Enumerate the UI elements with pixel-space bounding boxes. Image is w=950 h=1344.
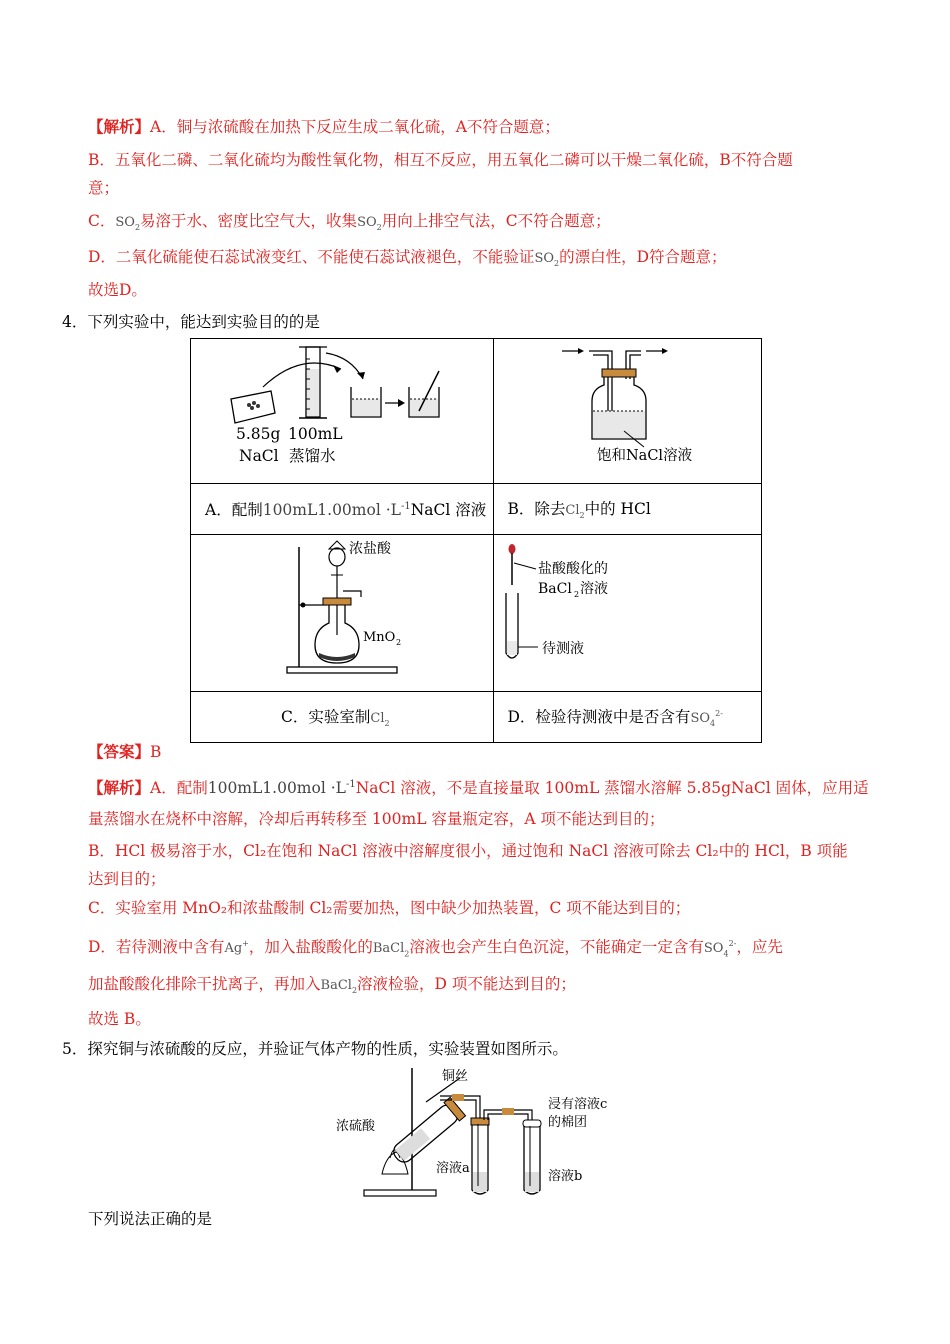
q3-analysis-b: B．五氧化二磷、二氧化硫均为酸性氧化物，相互不反应，用五氧化二磷可以干燥二氧化硫，B不符合题 [88, 151, 793, 169]
q5-fig-sol-a: 溶液a [436, 1161, 470, 1176]
q5-fig-acid: 浓硫酸 [336, 1119, 376, 1134]
option-d-figure [493, 535, 762, 692]
q4-analysis-a: 【解析】A．配制$100mL1.00mol \cdot L^{-1}NaCl$ 溶液，不是直接量取 100mL 蒸馏水溶解 5.85gNaCl 固体，应用适 [88, 778, 869, 798]
q4-stem: 4．下列实验中，能达到实验目的的是 [62, 313, 320, 331]
option-a-figure [191, 339, 494, 484]
q4-conclusion: 故选 B。 [88, 1010, 151, 1028]
option-c-figure [191, 535, 494, 692]
q3-analysis-a: 【解析】A．铜与浓硫酸在加热下反应生成二氧化硫，A不符合题意； [88, 117, 560, 136]
fig-a-label-volume: 100mL [288, 425, 343, 443]
q4-analysis-a-cont: 量蒸馏水在烧杯中溶解，冷却后再转移至 100mL 容量瓶定容，A 项不能达到目的； [88, 810, 665, 828]
q4-analysis-d-cont: 加盐酸酸化排除干扰离子，再加入BaCl$_2$溶液检验，D 项不能达到目的； [88, 975, 576, 996]
q5-fig-copper: 铜丝 [442, 1069, 469, 1084]
q5-fig-cotton: 浸有溶液c [548, 1097, 608, 1112]
q4-analysis-d: D．若待测液中含有Ag+，加入盐酸酸化的BaCl$_2$溶液也会产生白色沉淀，不能确定一定含有$SO_4^{2-}$，应先 [88, 938, 783, 959]
svg-text:2: 2 [396, 638, 402, 647]
gas-washing-bottle-figure [494, 339, 760, 479]
q4-analysis-c: C．实验室用 MnO₂和浓盐酸制 Cl₂需要加热，图中缺少加热装置，C 项不能达到目的； [88, 899, 691, 917]
q5-fig-sol-b: 溶液b [548, 1169, 583, 1184]
option-d-caption: D．检验待测液中是否含有$SO_4^{2-}$ [493, 692, 762, 743]
q4-analysis-b: B．HCl 极易溶于水，Cl₂在饱和 NaCl 溶液中溶解度很小，通过饱和 NaCl 溶液可除去 Cl₂中的 HCl，B 项能 [88, 842, 848, 860]
fig-d-label-sample: 待测液 [541, 641, 584, 657]
test-tube-figure [494, 535, 760, 687]
fig-d-label-bacl2: BaCl [537, 581, 572, 597]
option-c-caption: C．实验室制$Cl_2$ [191, 692, 494, 743]
fig-b-label: 饱和NaCl溶液 [596, 448, 692, 464]
q4-answer: 【答案】B [88, 742, 162, 761]
chlorine-prep-apparatus [191, 535, 491, 687]
q5-question-tail: 下列说法正确的是 [88, 1210, 213, 1228]
fig-c-label-acid: 浓盐酸 [349, 541, 391, 557]
option-b-caption: B．除去$Cl_2$中的 HCl [493, 484, 762, 535]
q3-analysis-b-cont: 意； [88, 179, 120, 197]
fig-c-label-mno2: MnO [363, 630, 396, 645]
fig-a-label-mass: 5.85g [236, 425, 281, 443]
q3-conclusion: 故选D。 [88, 281, 147, 299]
option-b-figure [493, 339, 762, 484]
fig-d-label-acidified: 盐酸酸化的 [537, 561, 608, 577]
fig-a-label-nacl: NaCl [239, 447, 279, 465]
option-a-caption: A．配制$100mL1.00mol \cdot L^{-1}NaCl$ 溶液 [191, 484, 494, 535]
fig-a-label-water: 蒸馏水 [289, 447, 336, 465]
solution-prep-figure [191, 339, 491, 479]
q5-stem: 5．探究铜与浓硫酸的反应，并验证气体产物的性质，实验装置如图所示。 [62, 1040, 568, 1058]
q3-analysis-c: C．$SO_2$易溶于水、密度比空气大，收集$SO_2$用向上排空气法，C不符合题意； [88, 212, 611, 233]
svg-text:的棉团: 的棉团 [548, 1115, 588, 1130]
q5-apparatus-figure [330, 1062, 630, 1204]
svg-text:溶液: 溶液 [579, 581, 608, 597]
svg-text:2: 2 [573, 590, 579, 599]
q4-options-table [190, 338, 762, 743]
q3-analysis-d: D．二氧化硫能使石蕊试液变红、不能使石蕊试液褪色，不能验证$SO_2$的漂白性，D符合题意； [88, 248, 727, 269]
q4-analysis-b-cont: 达到目的； [88, 870, 166, 888]
